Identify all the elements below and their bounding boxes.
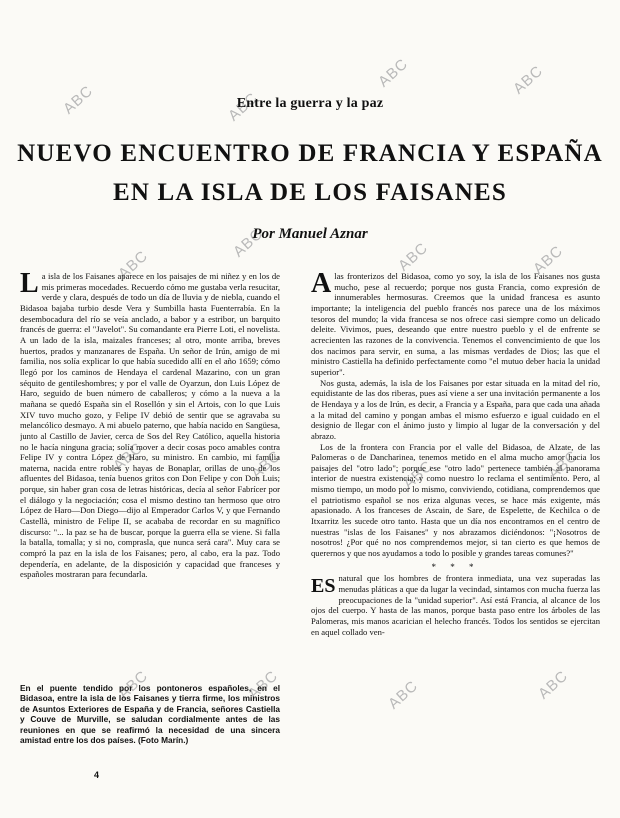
watermark: ABC (375, 55, 412, 91)
article-kicker: Entre la guerra y la paz (236, 96, 384, 111)
watermark: ABC (400, 457, 437, 493)
section-separator: * * * (431, 561, 480, 572)
watermark: ABC (245, 667, 282, 703)
right-column (311, 271, 600, 811)
watermark: ABC (115, 667, 152, 703)
photo-caption: En el puente tendido por los pontoneros españoles, en el Bidasoa, entre la isla de los Faisanes y tierra firme, los ministros de Asuntos Exteriores de España y de Francia, señores Castiella y Couve de Murville, se saludan cordialmente antes de las reuniones en que se reafirmó la necesidad de una sincera amistad entre los dos países. (Foto Marín.) (20, 683, 280, 746)
headline-line-2: EN LA ISLA DE LOS FAISANES (112, 179, 508, 206)
drop-cap: A (311, 271, 332, 299)
article-byline: Por Manuel Aznar (252, 226, 368, 242)
drop-cap: L (20, 271, 39, 299)
watermark: ABC (545, 447, 582, 483)
body-paragraph: Nos gusta, además, la isla de los Faisanes por estar situada en la mitad del río, equidistante de las dos riberas, pues así viene a ser una invitación permanente a los de Hendaya y a los de Irún, es decir, a Francia y a España, para que cada una añada a la mitad del camino y pongan ambas el mismo esfuerzo e igual cuidado en el designio de llegar con el ánimo justo y limpio al lugar de la conversación y del abrazo. (311, 377, 600, 441)
drop-cap: ES (311, 575, 336, 598)
watermark: ABC (535, 667, 572, 703)
article-headline (0, 137, 620, 210)
watermark: ABC (110, 439, 147, 475)
watermark: ABC (115, 247, 152, 283)
body-paragraph: La isla de los Faisanes aparece en los paisajes de mi niñez y en los de mis primeras mocedades. Recuerdo cómo me gustaba verla resucitar, verde y clara, después de todo un día de lluvia y de niebla, cuando el Bidasoa bajaba turbio desde Vera y Sumbilla hasta Fuenterrabía. En la desembocadura del río se veía anclado, a babor y a estribor, un barquito francés de guerra: el "Javelot". Su comandante era Pierre Loti, el novelista. A un lado de la isla, maizales franceses; al otro, monte arriba, breves huertos, prados y manzanares de España. Un señor de Irún, amigo de mi familia, nos solía explicar lo que había sucedido allí en el año 1659; cómo llegó por los caminos de Hendaya el cardenal Mazarino, con un gran séquito de gentileshombres; y por el valle de Oyarzun, don Luis López de Haro, seguido de buen número de caballeros; y cómo a la nueva a la mañana se quedó España sin el Rosellón y sin el Artois, con lo que Luis XIV tuvo mucho gozo, y Felipe IV debió de sentir que se agravaba su melancólico desmayo. A mi abuelo paterno, que había nacido en Sangüesa, junto al Castillo de Javier, cerca de Sos del Rey Católico, aquella historia no le hacía ninguna gracia; solía mover a decir cosas poco amables contra Felipe IV y contra López de Haro, su ministro. En cambio, mi familia materna, nacida entre robles y hayas de Bonaplar, orillas de uno de los afluentes del Bidasoa, tenía buenos gritos con Don Felipe y con Don Luis; porque, sin haber gran cosa de letras históricas, decía al señor Fabrícer por el diálogo y la negociación; cosa el mismo destino tan hermoso que otro López de Haro—Don Diego—dijo al Emperador Carlos V, y que Fernando Castellà, ministro de Felipe II, se acababa de recordar en su magnífico discurso: "... la paz se ha de buscar, porque la guerra ella se viene. Si falla la batalla, tomalla; y si no, comprasla, que nunca será cara". Muy cara se compró la paz en la isla de los Faisanes; pero, al cabo, era la paz. Todo dependería, en adelante, de la disposición y capacidad que franceses y españoles mostraran para fecundarla. (20, 271, 280, 580)
headline-line-1: NUEVO ENCUENTRO DE FRANCIA Y ESPAÑA (17, 140, 603, 167)
watermark: ABC (385, 677, 422, 713)
watermark: ABC (530, 242, 567, 278)
watermark: ABC (230, 225, 267, 261)
left-column (20, 271, 280, 673)
body-paragraph: Alas fronterizos del Bidasoa, como yo soy, la isla de los Faisanes nos gusta mucho, pese al recuerdo; porque nos gusta Francia, como expresión de innumerables hermosuras. Creemos que la unidad francesa es asunto importante; la inteligencia del pueblo francés nos parece una de los máximos tesoros del mundo; la vida francesa se nos ofrece casi siempre como un delicado deleite. Vivimos, pues, deseando que entre nuestro pueblo y el de enfrente se acrecienten las razones de la convivencia. Tenemos el convencimiento de que los dos nacimos para servir, en suma, a las mismas verdades de Dios; las que el ministro Castiella ha definido perfectamente como "el mutuo deber hacia la unidad superior". (311, 271, 600, 377)
watermark: ABC (510, 62, 547, 98)
watermark: ABC (395, 239, 432, 275)
page-number: 4 (94, 770, 100, 780)
watermark: ABC (225, 89, 262, 125)
body-paragraph: Los de la frontera con Francia por el valle del Bidasoa, de Alzate, de las Palomeras o de Dancharinea, tenemos metido en el alma mucho amor hacia los paisajes del "otro lado"; porque ese "otro lado" pertenece también al panorama interior de nuestra existencia; y como nuestro lo reclama el sentimiento. Pero, al mismo tiempo, un modo por lo mismo, conviviendo, cotidiana, comprendemos que el patriotismo español se nos eriza algunas veces, se hace más exigente, más apasionado. A los franceses de Ascain, de Sare, de Espelette, de Kechilca o de Itxarritz les sucede otro tanto. Hasta que un día nos encontramos en el centro de nuestras "islas de los Faisanes" y nos abrazamos diciéndonos: "¡Nosotros de nosotros! ¿Por qué no nos comprendemos mejor, si tan cierto es que hemos de querernos y que nos ayudamos a todo lo posible y grandes tareas comunes?" (311, 441, 600, 559)
body-paragraph: ES natural que los hombres de frontera inmediata, una vez superadas las menudas pláticas a que da lugar la vecindad, sintamos con mucha fuerza las preocupaciones de la "unidad superior". Así está Francia, al alcance de los ojos del cuerpo. Y hasta de las manos, porque basta paso entre los árboles de las Palomeras, mis manos acarician el helecho francés. Todos los sentidos se ejercitan en aquel collado ven- (311, 573, 600, 637)
watermark: ABC (248, 447, 285, 483)
watermark: ABC (60, 82, 97, 118)
